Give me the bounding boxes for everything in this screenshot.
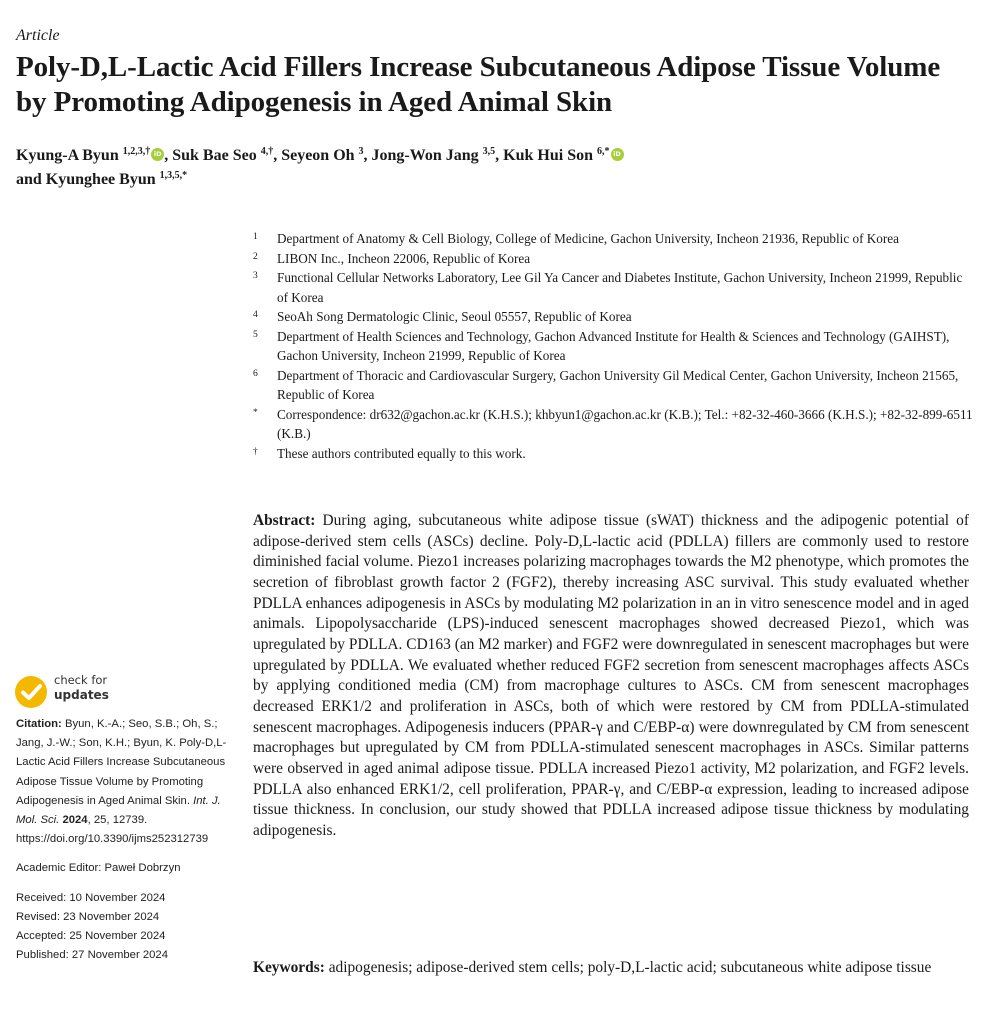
- date-published: Published: 27 November 2024: [16, 949, 168, 962]
- orcid-icon[interactable]: iD: [611, 148, 624, 161]
- orcid-icon[interactable]: iD: [151, 148, 164, 161]
- affiliation-item: [253, 444, 973, 464]
- affiliation-text: Department of Health Sciences and Technology, Gachon Advanced Institute for Health & Sciences and Technology (GAIHST), Gachon University, Incheon 21999, Republic of Korea: [277, 328, 950, 363]
- author-separator: ,: [363, 147, 372, 164]
- keywords-text: adipogenesis; adipose-derived stem cells; poly-D,L-lactic acid; subcutaneous white adipose tissue: [328, 959, 932, 976]
- citation-rest: , 25, 12739. https://doi.org/10.3390/ijms252312739: [16, 814, 209, 846]
- affiliation-mark: 5: [253, 329, 258, 340]
- abstract-label: Abstract:: [253, 512, 316, 529]
- author-affil-sup: 6,*: [597, 146, 610, 157]
- author-name[interactable]: Kyung-A Byun: [16, 147, 119, 164]
- author-affil-sup: 4,†: [260, 146, 274, 157]
- check-updates-icon: [14, 675, 48, 709]
- date-accepted: Accepted: 25 November 2024: [16, 930, 166, 943]
- abstract: [253, 511, 969, 842]
- affiliation-text: SeoAh Song Dermatologic Clinic, Seoul 05557, Republic of Korea: [277, 309, 632, 324]
- check-updates-line1: check for: [54, 673, 108, 687]
- author-name[interactable]: Kuk Hui Son: [503, 147, 593, 164]
- affiliation-mark: 2: [253, 251, 258, 262]
- paper-title: Poly-D,L-Lactic Acid Fillers Increase Subcutaneous Adipose Tissue Volume by Promoting Adipogenesis in Aged Animal Skin: [16, 51, 941, 118]
- affiliations-list: [253, 229, 973, 463]
- article-type: Article: [16, 27, 60, 44]
- affiliation-mark: †: [253, 446, 258, 457]
- citation-year: 2024: [62, 814, 88, 827]
- author-name[interactable]: Seyeon Oh: [281, 147, 355, 164]
- keywords-label: Keywords:: [253, 959, 325, 976]
- affiliation-text: Correspondence: dr632@gachon.ac.kr (K.H.S.); khbyun1@gachon.ac.kr (K.B.); Tel.: +82-32-460-3666 (K.H.S.); +82-32-899-6511 (K.B.): [277, 406, 973, 441]
- author-affil-sup: 3,5: [482, 146, 496, 157]
- author-affil-sup: 1,3,5,*: [159, 170, 188, 181]
- publication-dates: [16, 889, 236, 966]
- citation: [16, 715, 236, 849]
- affiliation-text: Department of Anatomy & Cell Biology, College of Medicine, Gachon University, Incheon 21936, Republic of Korea: [277, 231, 899, 246]
- affiliation-item: [253, 268, 973, 307]
- affiliation-item: [253, 249, 973, 269]
- keywords: [253, 958, 969, 979]
- affiliation-item: [253, 366, 973, 405]
- date-revised: Revised: 23 November 2024: [16, 910, 160, 923]
- citation-label: Citation:: [16, 718, 62, 730]
- affiliation-text: Department of Thoracic and Cardiovascular Surgery, Gachon University Gil Medical Center, Gachon University, Incheon 21565, Republic of Korea: [277, 367, 959, 402]
- abstract-text: During aging, subcutaneous white adipose tissue (sWAT) thickness and the adipogenic potential of adipose-derived stem cells (ASCs) decline. Poly-D,L-lactic acid (PDLLA) fillers are commonly used to restore diminished facial volume. Piezo1 increases polarizing macrophages towards the M2 phenotype, which promotes the secretion of fibroblast growth factor 2 (FGF2), thereby increasing ASC survival. This study evaluated whether PDLLA enhances adipogenesis in ASCs by modulating M2 polarization in an in vitro senescence model and in aged animals. Lipopolysaccharide (LPS)-induced senescent macrophages showed decreased Piezo1, which was upregulated by PDLLA. CD163 (an M2 marker) and FGF2 were downregulated in senescent macrophages but were upregulated by PDLLA. We evaluated whether reduced FGF2 secretion from senescent macrophages affects ASCs by applying conditioned media (CM) from macrophage cultures to ASCs. CM from senescent macrophages decreased ERK1/2 and proliferation in ASCs, both of which were restored by CM from PDLLA-stimulated senescent macrophages. Adipogenesis inducers (PPAR-γ and C/EBP-α) were downregulated by CM from senescent macrophages but upregulated by CM from PDLLA-stimulated senescent macrophages in ASCs. Similar patterns were observed in aged animal adipose tissue. PDLLA increased Piezo1 activity, M2 polarization, and FGF2 levels. PDLLA also enhanced ERK1/2, cell proliferation, PPAR-γ, and C/EBP-α expression, leading to increased adipose tissue thickness. In conclusion, our study showed that PDLLA increased adipose tissue thickness by modulating adipogenesis.: [253, 512, 969, 839]
- author-separator: ,: [495, 147, 504, 164]
- author-separator: ,: [273, 147, 282, 164]
- affiliation-mark: 1: [253, 232, 258, 242]
- affiliation-mark: 3: [253, 271, 258, 281]
- affiliation-mark: 6: [253, 368, 258, 379]
- affiliation-item: [253, 229, 973, 249]
- citation-journal: Int. J. Mol. Sci.: [16, 794, 221, 827]
- author-affil-sup: 3: [358, 146, 364, 157]
- date-received: Received: 10 November 2024: [16, 891, 166, 904]
- author-affil-sup: 1,2,3,†: [122, 146, 151, 157]
- affiliation-item: [253, 327, 973, 366]
- sidebar-metadata: [16, 715, 236, 965]
- affiliation-mark: 4: [253, 310, 258, 320]
- affiliation-item: [253, 307, 973, 327]
- academic-editor: Academic Editor: Paweł Dobrzyn: [16, 862, 181, 875]
- author-separator: ,: [164, 147, 173, 164]
- author-name[interactable]: Suk Bae Seo: [172, 147, 257, 164]
- affiliation-item: [253, 405, 973, 444]
- author-name[interactable]: and Kyunghee Byun: [16, 171, 156, 188]
- author-list: [16, 144, 976, 192]
- citation-text: Byun, K.-A.; Seo, S.B.; Oh, S.; Jang, J.-W.; Son, K.H.; Byun, K. Poly-D,L-Lactic Acid Fillers Increase Subcutaneous Adipose Tissue Volume by Promoting Adipogenesis in Aged Animal Skin.: [16, 718, 227, 807]
- affiliation-mark: *: [253, 407, 258, 418]
- author-name[interactable]: Jong-Won Jang: [371, 147, 479, 164]
- affiliation-text: These authors contributed equally to this work.: [277, 445, 526, 461]
- check-updates-line2: updates: [54, 688, 109, 702]
- affiliation-text: LIBON Inc., Incheon 22006, Republic of Korea: [277, 250, 531, 266]
- affiliation-text: Functional Cellular Networks Laboratory, Lee Gil Ya Cancer and Diabetes Institute, Gachon University, Incheon 21999, Republic of Korea: [277, 270, 963, 305]
